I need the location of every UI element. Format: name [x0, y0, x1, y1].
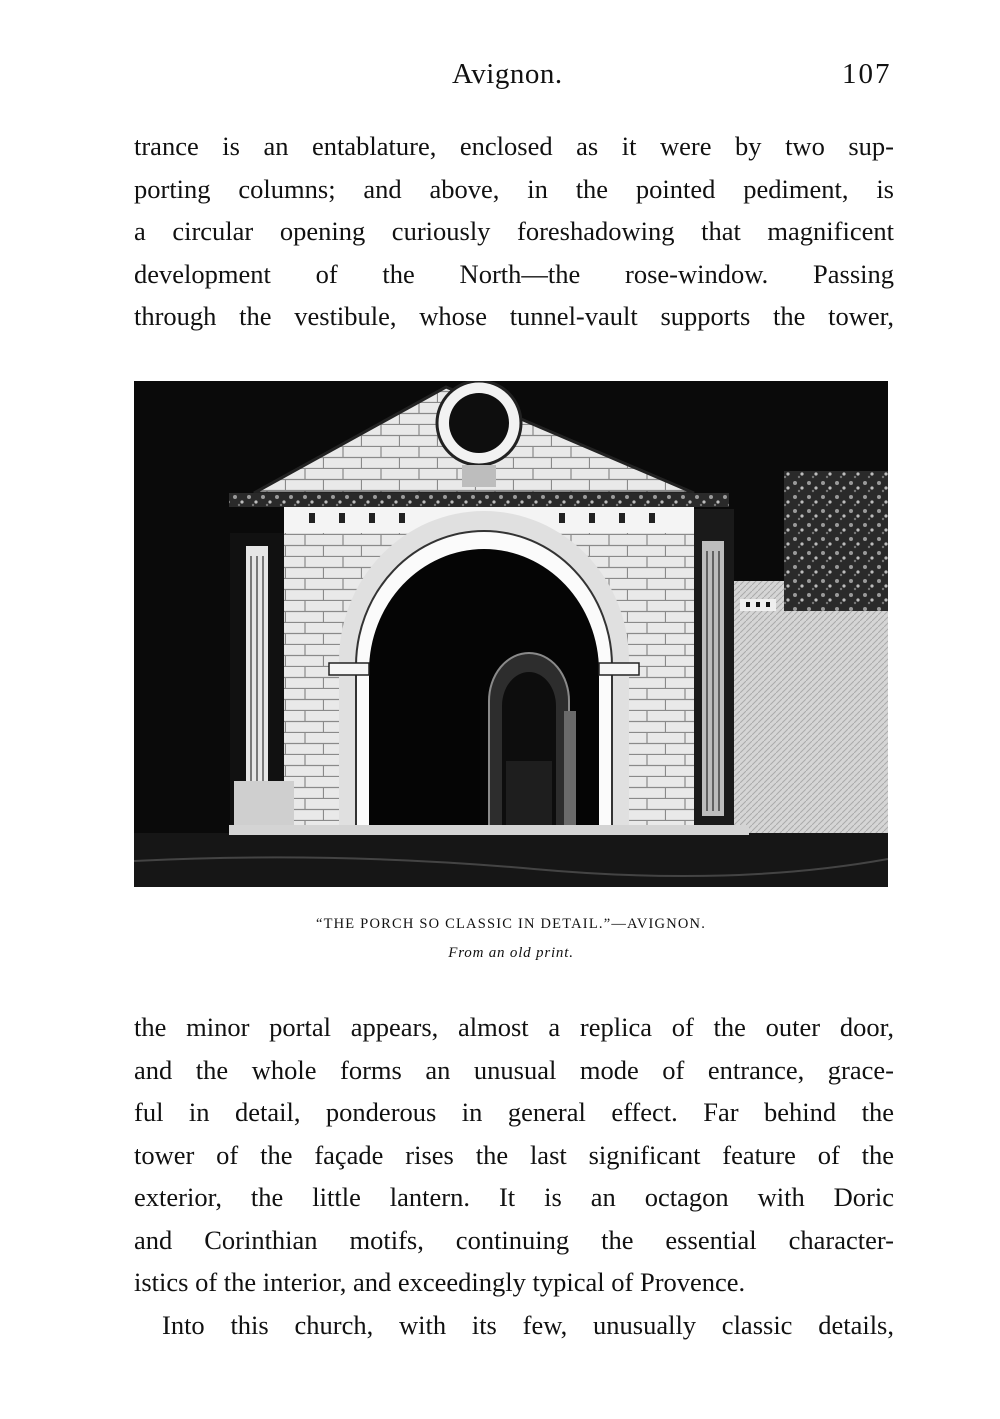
page-number: 107	[842, 58, 892, 90]
text-line: ful in detail, ponderous in general effect. Far behind the	[134, 1097, 894, 1127]
text-line: the minor portal appears, almost a replica of the outer door,	[134, 1012, 894, 1042]
text-line: istics of the interior, and exceedingly typical of Provence.	[134, 1267, 746, 1297]
text-line: exterior, the little lantern. It is an octagon with Doric	[134, 1182, 894, 1212]
text-line: development of the North—the rose-window. Passing	[134, 258, 894, 289]
figure-caption: “THE PORCH SO CLASSIC IN DETAIL.”—AVIGNON.	[315, 916, 707, 932]
running-title: Avignon.	[452, 58, 563, 90]
text-line: porting columns; and above, in the pointed pediment, is	[134, 173, 894, 204]
figure-credit: From an old print.	[448, 945, 574, 961]
porch-engraving	[134, 381, 888, 887]
porch-illustration	[134, 381, 888, 887]
text-line: and Corinthian motifs, continuing the essential character-	[134, 1224, 894, 1255]
text-line: Into this church, with its few, unusually classic details,	[162, 1309, 894, 1340]
paragraph-bottom	[134, 1006, 894, 1346]
text-line: and the whole forms an unusual mode of entrance, grace-	[134, 1054, 894, 1085]
text-line: a circular opening curiously foreshadowing that magnificent	[134, 216, 894, 246]
running-head	[0, 58, 1000, 98]
text-line: through the vestibule, whose tunnel-vault supports the tower,	[134, 301, 894, 331]
text-line: trance is an entablature, enclosed as it were by two sup-	[134, 131, 894, 161]
paragraph-top	[134, 125, 894, 338]
text-line: tower of the façade rises the last significant feature of the	[134, 1139, 894, 1170]
